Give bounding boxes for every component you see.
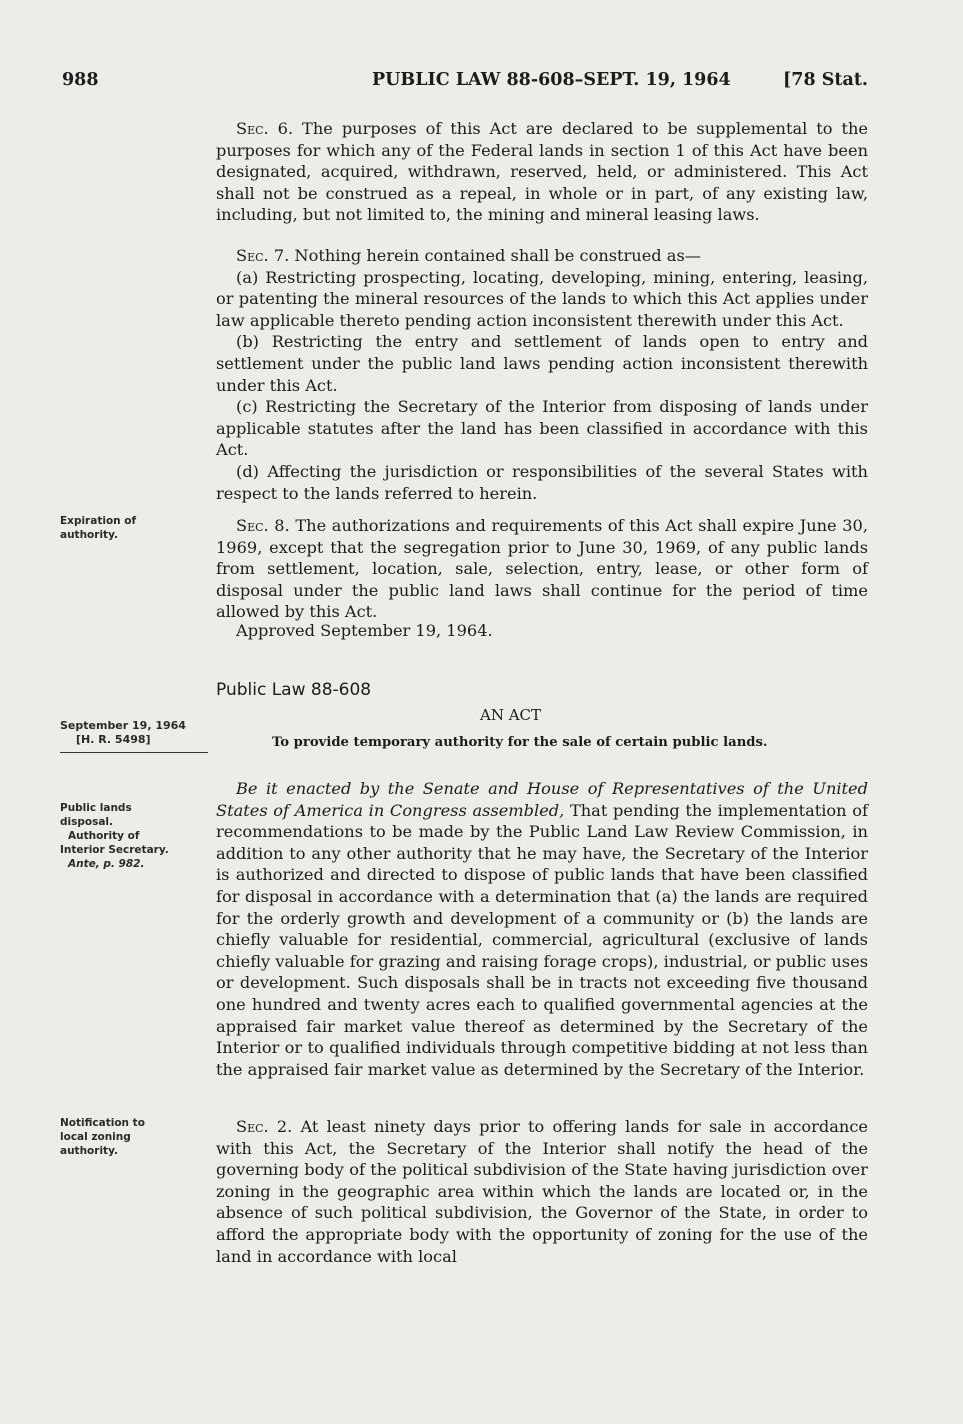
margin-divider bbox=[60, 752, 208, 753]
sec2-paragraph bbox=[216, 1116, 868, 1267]
section-label: Sec. 2. bbox=[236, 1117, 293, 1136]
enacting-text: That pending the implementation of recommendations to be made by the Public Land Law Review Commission, in addition to any other authority that he may have, the Secretary of the Interior is authorized and directed to dispose of public lands that have been classified for disposal in accordance with a determination that (a) the lands are required for the orderly growth and development of a community or (b) the lands are chiefly valuable for residential, commercial, agricultural (exclusive of lands chiefly valuable for grazing and raising forage crops), industrial, or public uses or development. Such disposals shall be in tracts not exceeding five thousand one hundred and twenty acres each to qualified governmental agencies at the appraised fair market value thereof as determined by the Secretary of the Interior or to qualified individuals through competitive bidding at not less than the appraised fair market value as determined by the Secretary of the Interior. bbox=[216, 800, 868, 1079]
margin-note-public-lands: Public lands disposal. Authority of Interior Secretary. Ante, p. 982. bbox=[60, 802, 169, 870]
running-title: PUBLIC LAW 88-608–SEPT. 19, 1964 bbox=[372, 70, 731, 90]
page-number: 988 bbox=[62, 70, 99, 90]
section-label: Sec. 6. bbox=[236, 119, 294, 138]
act-purpose: To provide temporary authority for the sale of certain public lands. bbox=[272, 735, 768, 750]
clause-c: (c) Restricting the Secretary of the Interior from disposing of lands under applicable statutes after the land has been classified in accordance with this Act. bbox=[216, 397, 868, 460]
clause-d: (d) Affecting the jurisdiction or responsibilities of the several States with respect to the lands referred to herein. bbox=[216, 461, 868, 503]
section-label: Sec. 8. bbox=[236, 516, 290, 535]
section-text: At least ninety days prior to offering lands for sale in accordance with this Act, the Secretary of the Interior shall notify the head of the governing body of the political subdivision of the State having jurisdiction over zoning in the geographic area within which the lands are located or, in the absence of such political subdivision, the Governor of the State, in order to afford the appropriate body with the opportunity of zoning for the use of the land in accordance with local bbox=[216, 1117, 868, 1266]
clause-b: (b) Restricting the entry and settlement of lands open to entry and settlement under the public land laws pending action inconsistent therewith under this Act. bbox=[216, 332, 868, 395]
margin-note-notification: Notification to local zoning authority. bbox=[60, 1117, 145, 1157]
margin-note-date: September 19, 1964 [H. R. 5498] bbox=[60, 719, 186, 746]
section-text: The authorizations and requirements of this Act shall expire June 30, 1969, except that the segregation prior to June 30, 1969, of any public lands from settlement, location, sale, selection, entry, lease, or other form of disposal under the public land laws shall continue for the period of time allowed by this Act. bbox=[216, 516, 868, 622]
sec7-block bbox=[216, 245, 868, 504]
enacting-formula: Be it enacted by the Senate and House of Representatives of the United States of America in Congress assembled, bbox=[216, 779, 868, 820]
public-law-title: Public Law 88-608 bbox=[216, 680, 372, 700]
section-label: Sec. 7. bbox=[236, 246, 290, 265]
margin-note-expiration: Expiration of authority. bbox=[60, 515, 137, 541]
document-page: 988 PUBLIC LAW 88-608–SEPT. 19, 1964 [78 Stat. Sec. 6. The purposes of this Act are declared to be supplemental to the purposes for which any of the Federal lands in section 1 of this Act have been designated, acquired, withdrawn, reserved, held, or administered. This Act shall not be construed as a repeal, in whole or in part, of any existing law, including, but not limited to, the mining and mineral leasing laws. Sec. 7. Nothing herein contained shall be construed as— (a) Restricting prospecting, locating, developing, mining, entering, leasing, or patenting the mineral resources of the lands to which this Act applies under law applicable thereto pending action inconsistent therewith under this Act. (b) Restricting the entry and settlement of lands open to entry and settlement under the public land laws pending action inconsistent therewith under this Act. (c) Restricting the Secretary of the Interior from disposing of lands under applicable statutes after the land has been classified in accordance with this Act. (d) Affecting the jurisdiction or responsibilities of the several States with respect to the lands referred to herein. Expiration of authority. Sec. 8. The authorizations and requirements of this Act shall expire June 30, 1969, except that the segregation prior to June 30, 1969, of any public lands from settlement, location, sale, selection, entry, lease, or other form of disposal under the public land laws shall continue for the period of time allowed by this Act. Approved September 19, 1964. Public Law 88-608 September 19, 1964 [H. R. 5498] AN ACT To provide temporary authority for the sale of certain public lands. Public lands disposal. Authority of Interior Secretary. Ante, p. 982. Be it enacted by the Senate and House of Representatives of the United States of America in Congress assembled, That pending the implementation of recommendations to be made by the Public Land Law Review Commission, in addition to any other authority that he may have, the Secretary of the Interior is authorized and directed to dispose of public lands that have been classified for disposal in accordance with a determination that (a) the lands are required for the orderly growth and development of a community or (b) the lands are chiefly valuable for residential, commercial, agricultural (exclusive of lands chiefly valuable for grazing and raising forage crops), industrial, or public uses or development. Such disposals shall be in tracts not exceeding five thousand one hundred and twenty acres each to qualified governmental agencies at the appraised fair market value thereof as determined by the Secretary of the Interior or to qualified individuals through competitive bidding at not less than the appraised fair market value as determined by the Secretary of the Interior. Notification to local zoning authority. Sec. 2. At least ninety days prior to offering lands for sale in accordance with this Act, the Secretary of the Interior shall notify the head of the governing body of the political subdivision of the State having jurisdiction over zoning in the geographic area within which the lands are located or, in the absence of such political subdivision, the Governor of the State, in order to afford the appropriate body with the opportunity of zoning for the use of the land in accordance with local bbox=[60, 70, 868, 1266]
section-text: Nothing herein contained shall be construed as— bbox=[289, 246, 701, 265]
sec6-paragraph bbox=[216, 118, 868, 226]
sec8-paragraph bbox=[216, 515, 868, 623]
section-text: The purposes of this Act are declared to be supplemental to the purposes for which any of the Federal lands in section 1 of this Act have been designated, acquired, withdrawn, reserved, held, or administered. This Act shall not be construed as a repeal, in whole or in part, of any existing law, including, but not limited to, the mining and mineral leasing laws. bbox=[216, 119, 868, 225]
statute-volume: [78 Stat. bbox=[783, 70, 868, 90]
approval-date: Approved September 19, 1964. bbox=[236, 621, 493, 640]
page-header bbox=[62, 70, 868, 96]
clause-a: (a) Restricting prospecting, locating, developing, mining, entering, leasing, or patenting the mineral resources of the lands to which this Act applies under law applicable thereto pending action inconsistent therewith under this Act. bbox=[216, 267, 868, 330]
enacting-clause bbox=[216, 778, 868, 1080]
